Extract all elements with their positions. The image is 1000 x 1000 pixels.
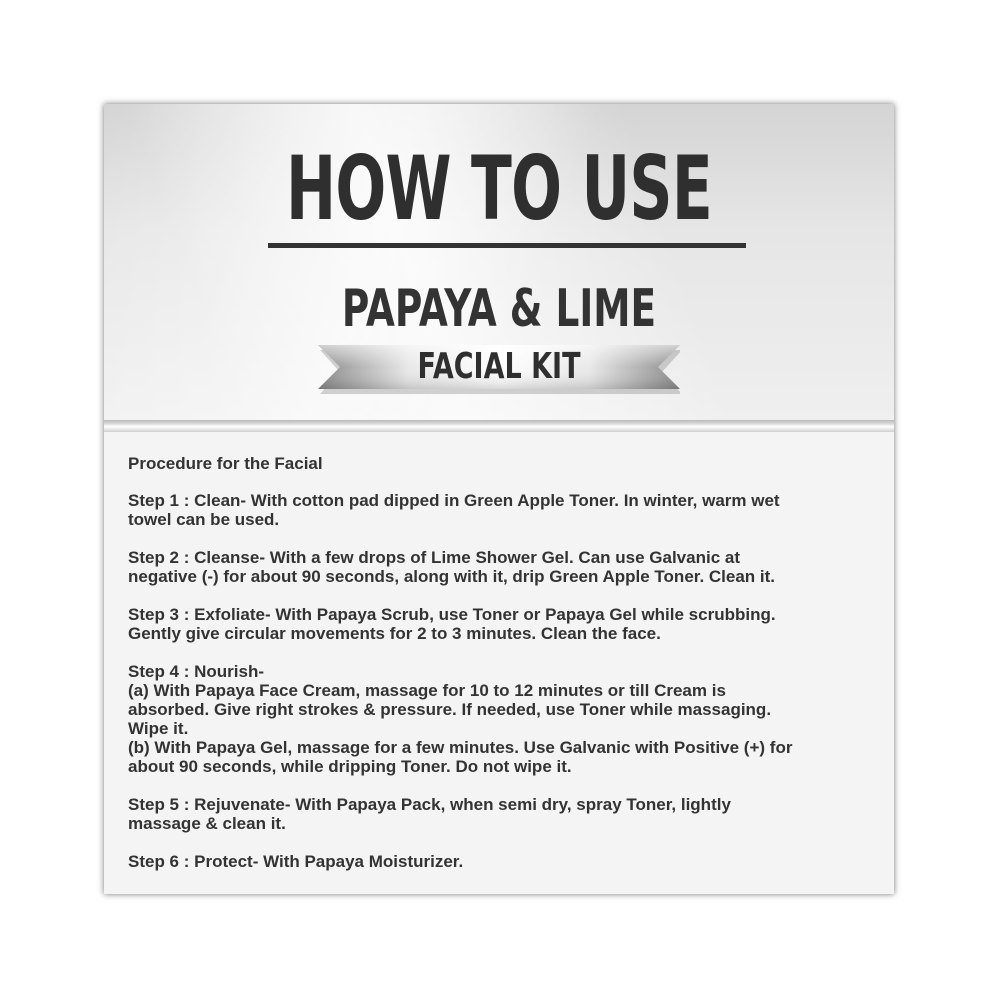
step-item: Step 6 : Protect- With Papaya Moisturizer. xyxy=(128,852,464,871)
step-item: Step 2 : Cleanse- With a few drops of Lime Shower Gel. Can use Galvanic at negative (-) for about 90 seconds, along with it, drip Green Apple Toner. Clean it. xyxy=(128,548,776,586)
ribbon-label: FACIAL KIT xyxy=(417,346,581,387)
header-divider xyxy=(104,420,894,432)
procedure-section xyxy=(128,454,878,890)
procedure-heading: Procedure for the Facial xyxy=(128,454,323,473)
header-banner xyxy=(104,104,894,420)
instruction-card xyxy=(104,104,894,894)
page-title: HOW TO USE xyxy=(285,137,713,240)
step-item: Step 5 : Rejuvenate- With Papaya Pack, when semi dry, spray Toner, lightly massage & clean it. xyxy=(128,795,731,833)
step-item: Step 4 : Nourish- (a) With Papaya Face Cream, massage for 10 to 12 minutes or till Cream is absorbed. Give right strokes & pressure. If needed, use Toner while massaging. Wipe it. (b) With Papaya Gel, massage for a few minutes. Use Galvanic with Positive (+) for about 90 seconds, while dripping Toner. Do not wipe it. xyxy=(128,662,793,776)
product-name: PAPAYA & LIME xyxy=(341,279,657,339)
title-underline xyxy=(268,243,746,248)
ribbon-banner xyxy=(318,339,680,395)
step-item: Step 3 : Exfoliate- With Papaya Scrub, use Toner or Papaya Gel while scrubbing. Gently give circular movements for 2 to 3 minutes. Clean the face. xyxy=(128,605,776,643)
step-item: Step 1 : Clean- With cotton pad dipped in Green Apple Toner. In winter, warm wet towel can be used. xyxy=(128,491,780,529)
